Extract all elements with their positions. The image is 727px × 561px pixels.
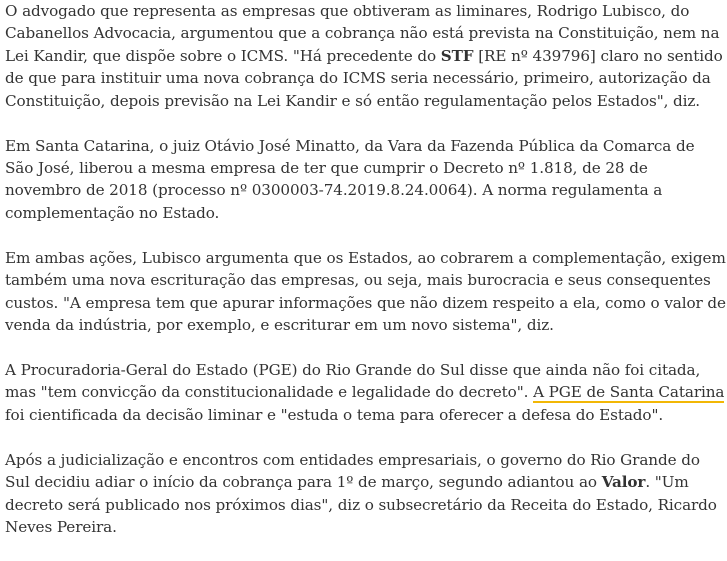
paragraph-5-text-a: Após a judicialização e encontros com entidades empresariais, o governo do Rio Grande do Sul decidiu adiar o início da cobrança para 1º de março, segundo adiantou ao [5,450,700,492]
paragraph-4-text-a: A Procuradoria-Geral do Estado (PGE) do Rio Grande do Sul disse que ainda não foi citada, mas "tem convicção da constitucionalidade e legalidade do decreto". [5,361,701,402]
paragraph-1 [5,0,727,112]
paragraph-4-text-b: foi cientificada da decisão liminar e "estuda o tema para oferecer a defesa do Estado". [5,405,664,424]
paragraph-2-text: Em Santa Catarina, o juiz Otávio José Minatto, da Vara da Fazenda Pública da Comarca de São José, liberou a mesma empresa de ter que cumprir o Decreto nº 1.818, de 28 de novembro de 2018 (processo nº 0300003-74.2019.8.24.0064). A norma regulamenta a complementação no Estado. [5,136,695,222]
pge-santa-catarina-link[interactable]: A PGE de Santa Catarina [533,383,725,402]
paragraph-1-text-a: O advogado que representa as empresas que obtiveram as liminares, Rodrigo Lubisco, do Cabanellos Advocacia, argumentou que a cobrança não está prevista na Constituição, nem na Lei Kandir, que dispõe sobre o ICMS. "Há precedente do [5,2,720,65]
paragraph-1-text-b: [RE nº 439796] claro no sentido de que para instituir uma nova cobrança do ICMS seria necessário, primeiro, autorização da Constituição, depois previsão na Lei Kandir e só então regulamentação pelos Estados", diz. [5,46,723,110]
paragraph-5-text-b: . "Um decreto será publicado nos próximos dias", diz o subsecretário da Receita do Estado, Ricardo Neves Pereira. [5,473,717,537]
article-body [5,0,727,561]
paragraph-4 [5,359,727,426]
stf-bold: STF [440,46,474,65]
paragraph-3-text: Em ambas ações, Lubisco argumenta que os Estados, ao cobrarem a complementação, exigem também uma nova escrituração das empresas, ou seja, mais burocracia e seus consequentes custos. "A empresa tem que apurar informações que não dizem respeito a ela, como o valor de venda da indústria, por exemplo, e escriturar em um novo sistema", diz. [5,248,726,335]
paragraph-5 [5,449,727,539]
paragraph-3 [5,247,727,337]
valor-bold: Valor [601,473,646,492]
paragraph-2 [5,135,727,225]
